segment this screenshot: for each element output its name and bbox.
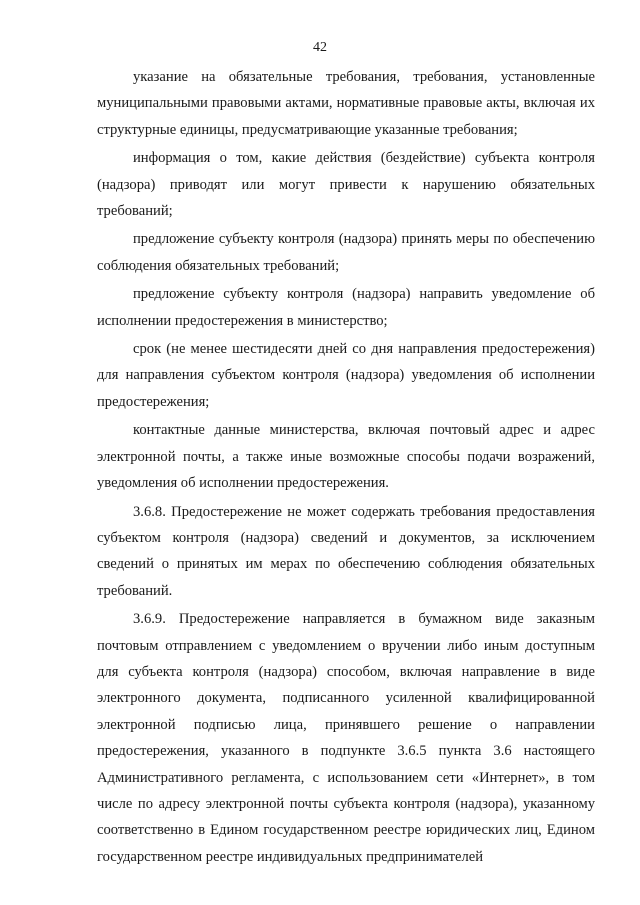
paragraph-violating-actions: информация о том, какие действия (бездействие) субъекта контроля (надзора) приводят или могут привести к нарушению обязательных требований; xyxy=(97,150,595,220)
paragraph-3-6-8: 3.6.8. Предостережение не может содержать требования предоставления субъектом контроля (надзора) сведений и документов, за исключением сведений о принятых им мерах по обеспечению соблюдения обязательных требований. xyxy=(97,503,595,599)
paragraph-take-measures: предложение субъекту контроля (надзора) принять меры по обеспечению соблюдения обязательных требований; xyxy=(97,231,595,274)
paragraph-contact-data: контактные данные министерства, включая почтовый адрес и адрес электронной почты, а также иные возможные способы подачи возражений, уведомления об исполнении предостережения. xyxy=(97,422,595,492)
page-number: 42 xyxy=(313,40,327,55)
paragraph-deadline: срок (не менее шестидесяти дней со дня направления предостережения) для направления субъектом контроля (надзора) уведомления об исполнении предостережения; xyxy=(97,341,595,410)
paragraph-3-6-9: 3.6.9. Предостережение направляется в бумажном виде заказным почтовым отправлением с уведомлением о вручении либо иным доступным для субъекта контроля (надзора) способом, включая направление в виде электронного документа, подписанного усиленной квалифицированной электронной подписью лица, принявшего решение о направлении предостережения, указанного в подпункте 3.6.5 пункта 3.6 настоящего Административного регламента, с использованием сети «Интернет», в том числе по адресу электронной почты субъекта контроля (надзора), указанному соответственно в Едином государственном реестре юридических лиц, Едином государственном реестре индивидуальных предпринимателей xyxy=(97,611,595,865)
paragraph-mandatory-requirements: указание на обязательные требования, требования, установленные муниципальными правовыми актами, нормативные правовые акты, включая их структурные единицы, предусматривающие указанные требования; xyxy=(97,69,595,138)
document-body xyxy=(97,64,595,870)
paragraph-send-notification: предложение субъекту контроля (надзора) направить уведомление об исполнении предостережения в министерство; xyxy=(97,286,595,329)
